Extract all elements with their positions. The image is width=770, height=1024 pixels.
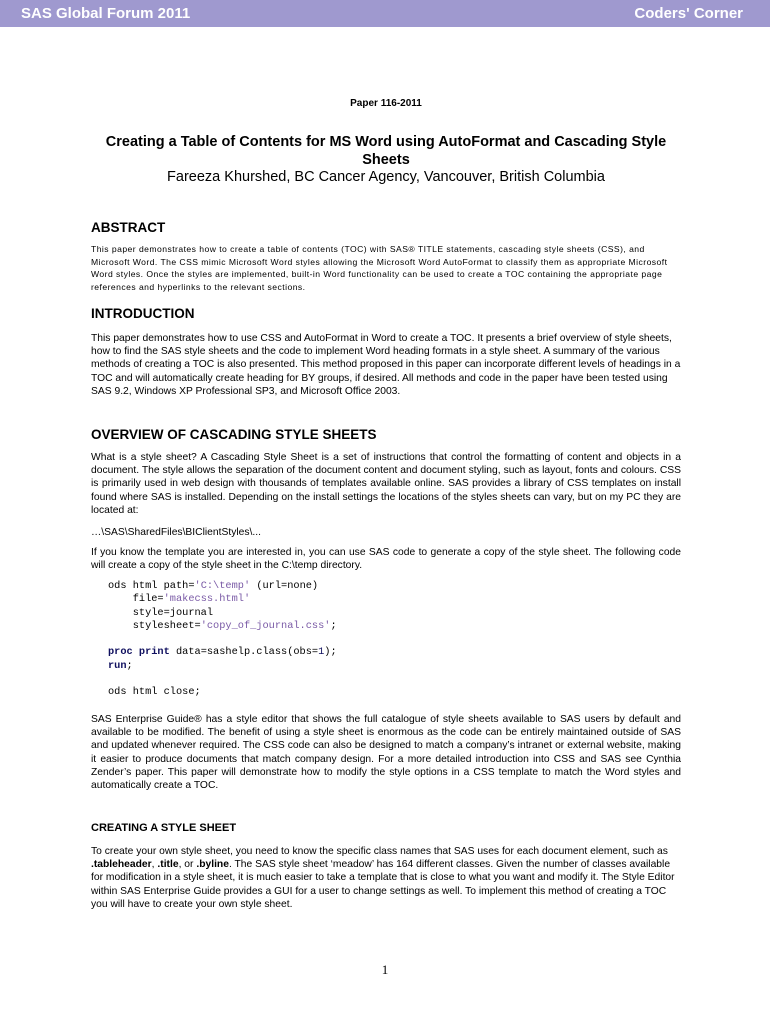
creating-style-sheet-text: To create your own style sheet, you need to know the specific class names that SAS uses for each document element, such as .tableheader, .title, or .byline. The SAS style sheet ‘meadow’ has 164 different classes. Given the number of classes available for modification in a style sheet, it is much easier to take a template that is close to what you want and modify it. The Style Editor within SAS Enterprise Guide provides a GUI for a user to change settings as well. To implement this method of creating a TOC you will have to create your own style sheet. — [91, 846, 675, 910]
overview-heading: OVERVIEW OF CASCADING STYLE SHEETS — [91, 427, 377, 442]
code-line: file='makecss.html' — [108, 593, 251, 606]
code-block — [108, 580, 337, 700]
code-line: style=journal — [108, 606, 214, 619]
creating-style-sheet-heading: CREATING A STYLE SHEET — [91, 822, 237, 834]
abstract-heading: ABSTRACT — [91, 220, 166, 235]
paper-number: Paper 116-2011 — [350, 98, 422, 109]
introduction-heading: INTRODUCTION — [91, 306, 195, 321]
code-line: stylesheet='copy_of_journal.css'; — [108, 619, 337, 632]
page-number: 1 — [381, 962, 389, 977]
code-line: run; — [108, 659, 133, 672]
style-path: …\SAS\SharedFiles\BIClientStyles\... — [91, 527, 261, 538]
overview-paragraph-1: What is a style sheet? A Cascading Style Sheet is a set of instructions that control the formatting of content and objects in a document. The style allows the separation of the document content and document styling, such as layout, fonts and colours. CSS is primarily used in web design with thousands of templates available online. SAS provides a library of CSS templates on install found where SAS is installed. Depending on the install settings the locations of the styles sheets can vary, but on my PC they are located at: — [91, 452, 681, 516]
introduction-text: This paper demonstrates how to use CSS and AutoFormat in Word to create a TOC. It presents a brief overview of style sheets, how to find the SAS style sheets and the code to implement Word heading formats in a style sheet. A summary of the various methods of creating a TOC is also presented. This method proposed in this paper can incorporate different levels of headings in a TOC and will automatically create heading for BY groups, if desired. All methods and code in the paper have been tested using SAS 9.2, Windows XP Professional SP3, and Microsoft Office 2003. — [91, 333, 681, 397]
code-line: ods html close; — [108, 686, 201, 699]
section-name: Coders' Corner — [634, 5, 743, 22]
paper-title: Creating a Table of Contents for MS Word using AutoFormat and Cascading Style Sheets — [105, 134, 667, 168]
abstract-text: This paper demonstrates how to create a table of contents (TOC) with SAS® TITLE statements, cascading style sheets (CSS), and Microsoft Word. The CSS mimic Microsoft Word styles allowing the Microsoft Word AutoFormat to classify them as appropriate Microsoft Word styles. Once the styles are implemented, built-in Word functionality can be used to create a TOC containing the appropriate page references and hyperlinks to the relevant sections. — [91, 244, 668, 293]
overview-paragraph-3: SAS Enterprise Guide® has a style editor that shows the full catalogue of style sheets available to SAS users by default and available to be modified. The benefit of using a style sheet is enormous as the code can be entirely maintained outside of SAS and updated whenever required. The CSS code can also be designed to match a company’s intranet or external website, making it easier to produce documents that match company design. For a more detailed introduction into CSS and SAS see Cynthia Zender’s paper. This paper will demonstrate how to modify the style options in a CSS template to match the Word styles and automatically create a TOC. — [91, 714, 681, 792]
code-line: ods html path='C:\temp' (url=none) — [108, 580, 319, 592]
code-line: proc print data=sashelp.class(obs=1); — [108, 646, 337, 659]
overview-paragraph-2: If you know the template you are interested in, you can use SAS code to generate a copy of the style sheet. The following code will create a copy of the style sheet in the C:\temp directory. — [91, 547, 681, 572]
author-line: Fareeza Khurshed, BC Cancer Agency, Vancouver, British Columbia — [167, 169, 605, 185]
conference-name: SAS Global Forum 2011 — [21, 5, 191, 22]
conference-banner — [0, 0, 770, 27]
